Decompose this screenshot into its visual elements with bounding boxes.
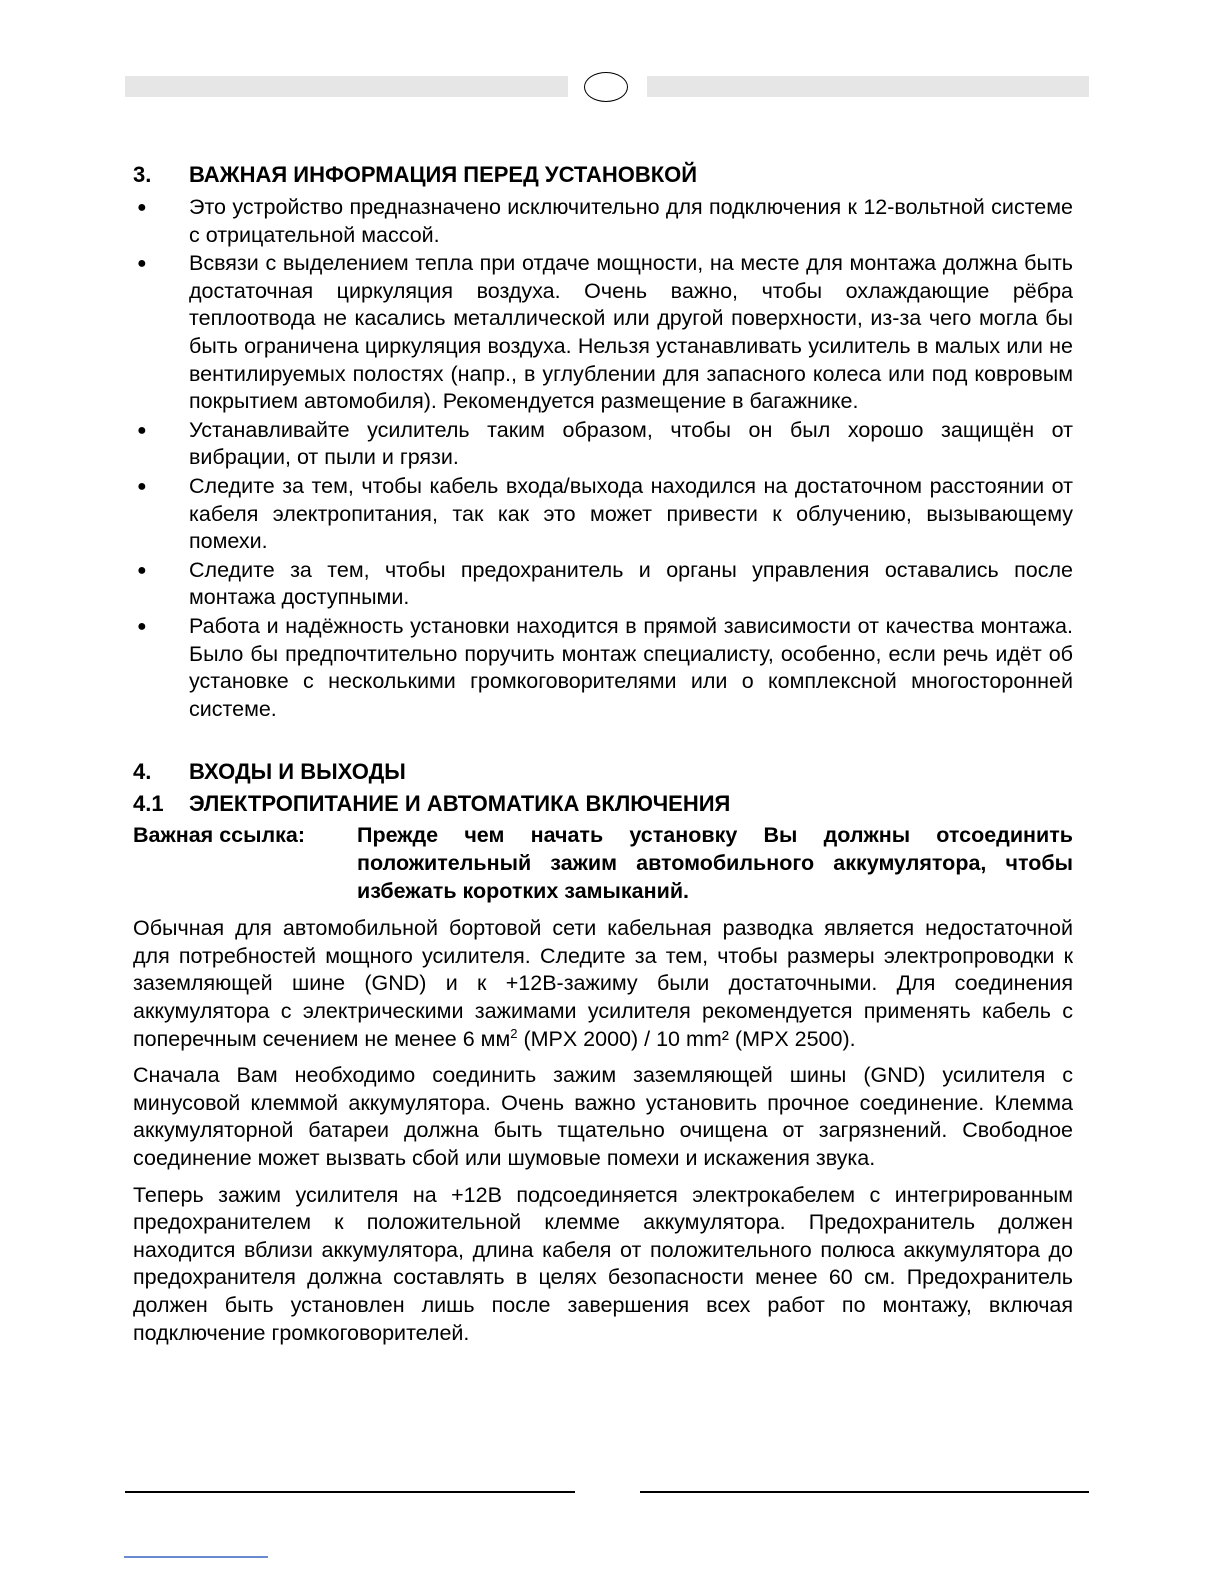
list-item bbox=[133, 250, 1073, 416]
bullet-icon: ● bbox=[137, 421, 147, 439]
section-4-heading bbox=[133, 757, 1073, 787]
section-3-heading bbox=[133, 160, 1073, 190]
subsection-4-1-heading bbox=[133, 789, 1073, 819]
section-title: ВХОДЫ И ВЫХОДЫ bbox=[189, 759, 406, 785]
superscript: 2 bbox=[510, 1025, 518, 1041]
footer-rule-right bbox=[640, 1491, 1089, 1493]
subsection-number: 4.1 bbox=[133, 791, 164, 817]
footer-rule-left bbox=[125, 1491, 575, 1493]
bullet-icon: ● bbox=[137, 255, 147, 273]
header-bar-left bbox=[125, 76, 568, 97]
subsection-title: ЭЛЕКТРОПИТАНИЕ И АВТОМАТИКА ВКЛЮЧЕНИЯ bbox=[189, 791, 731, 817]
list-item-text: Следите за тем, чтобы предохранитель и органы управления оставались после монтажа доступными. bbox=[189, 557, 1073, 610]
paragraph-cable bbox=[133, 915, 1073, 1053]
list-item bbox=[133, 473, 1073, 556]
language-oval-badge bbox=[584, 72, 628, 102]
paragraph-fuse: Теперь зажим усилителя на +12В подсоединяется электрокабелем с интегрированным предохранителем к положительной клемме аккумулятора. Предохранитель должен находится вблизи аккумулятора, длина кабеля от положительного полюса аккумулятора до предохранителя должна составлять в целях безопасности менее 60 см. Предохранитель должен быть установлен лишь после завершения всех работ по монтажу, включая подключение громкоговорителей. bbox=[133, 1182, 1073, 1345]
note-text: Прежде чем начать установку Вы должны отсоединить положительный зажим автомобильного аккумулятора, чтобы избежать коротких замыканий. bbox=[357, 823, 1073, 904]
bullet-icon: ● bbox=[137, 617, 147, 635]
section-title: ВАЖНАЯ ИНФОРМАЦИЯ ПЕРЕД УСТАНОВКОЙ bbox=[189, 162, 698, 187]
bullet-list bbox=[133, 194, 1073, 723]
paragraph-ground: Сначала Вам необходимо соединить зажим заземляющей шины (GND) усилителя с минусовой клеммой аккумулятора. Очень важно установить прочное соединение. Клемма аккумуляторной батареи должна быть тщательно очищена от загрязнений. Свободное соединение может вызвать сбой или шумовые помехи и искажения звука. bbox=[133, 1063, 1073, 1171]
note-label: Важная ссылка: bbox=[133, 823, 305, 848]
page-content bbox=[133, 160, 1073, 1356]
section-number: 3. bbox=[133, 162, 152, 187]
list-item bbox=[133, 417, 1073, 472]
page-corner-mark bbox=[124, 1556, 268, 1558]
paragraph-cable-tail: (MPX 2000) / 10 mm² (MPX 2500). bbox=[517, 1026, 856, 1051]
list-item bbox=[133, 613, 1073, 723]
list-item-text: Всвязи с выделением тепла при отдаче мощности, на месте для монтажа должна быть достаточная циркуляция воздуха. Очень важно, чтобы охлаждающие рёбра теплоотвода не касались металлической или другой поверхности, из-за чего могла бы быть ограничена циркуляция воздуха. Нельзя устанавливать усилитель в малых или не вентилируемых полостях (напр., в углублении для запасного колеса или под ковровым покрытием автомобиля). Рекомендуется размещение в багажнике. bbox=[189, 251, 1073, 414]
header-bar-right bbox=[647, 76, 1089, 97]
important-note bbox=[133, 821, 1073, 905]
section-number: 4. bbox=[133, 759, 152, 785]
paragraph-cable-text: Обычная для автомобильной бортовой сети кабельная разводка является недостаточной для потребностей мощного усилителя. Следите за тем, чтобы размеры электропроводки к заземляющей шине (GND) и к +12В-зажиму были достаточными. Для соединения аккумулятора с электрическими зажимами усилителя рекомендуется применять кабель с поперечным сечением не менее 6 мм bbox=[133, 916, 1073, 1051]
bullet-icon: ● bbox=[137, 477, 147, 495]
list-item-text: Это устройство предназначено исключительно для подключения к 12-вольтной системе с отрицательной массой. bbox=[189, 195, 1073, 247]
list-item bbox=[133, 557, 1073, 612]
list-item-text: Работа и надёжность установки находится в прямой зависимости от качества монтажа. Было бы предпочтительно поручить монтаж специалисту, особенно, если речь идёт об установке с несколькими громкоговорителями или о комплексной многосторонней системе. bbox=[189, 613, 1073, 721]
list-item-text: Устанавливайте усилитель таким образом, чтобы он был хорошо защищён от вибрации, от пыли и грязи. bbox=[189, 417, 1073, 470]
list-item-text: Следите за тем, чтобы кабель входа/выхода находился на достаточном расстоянии от кабеля электропитания, так как это может привести к облучению, вызывающему помехи. bbox=[189, 473, 1073, 554]
bullet-icon: ● bbox=[137, 561, 147, 579]
bullet-icon: ● bbox=[137, 199, 147, 216]
list-item bbox=[133, 194, 1073, 249]
